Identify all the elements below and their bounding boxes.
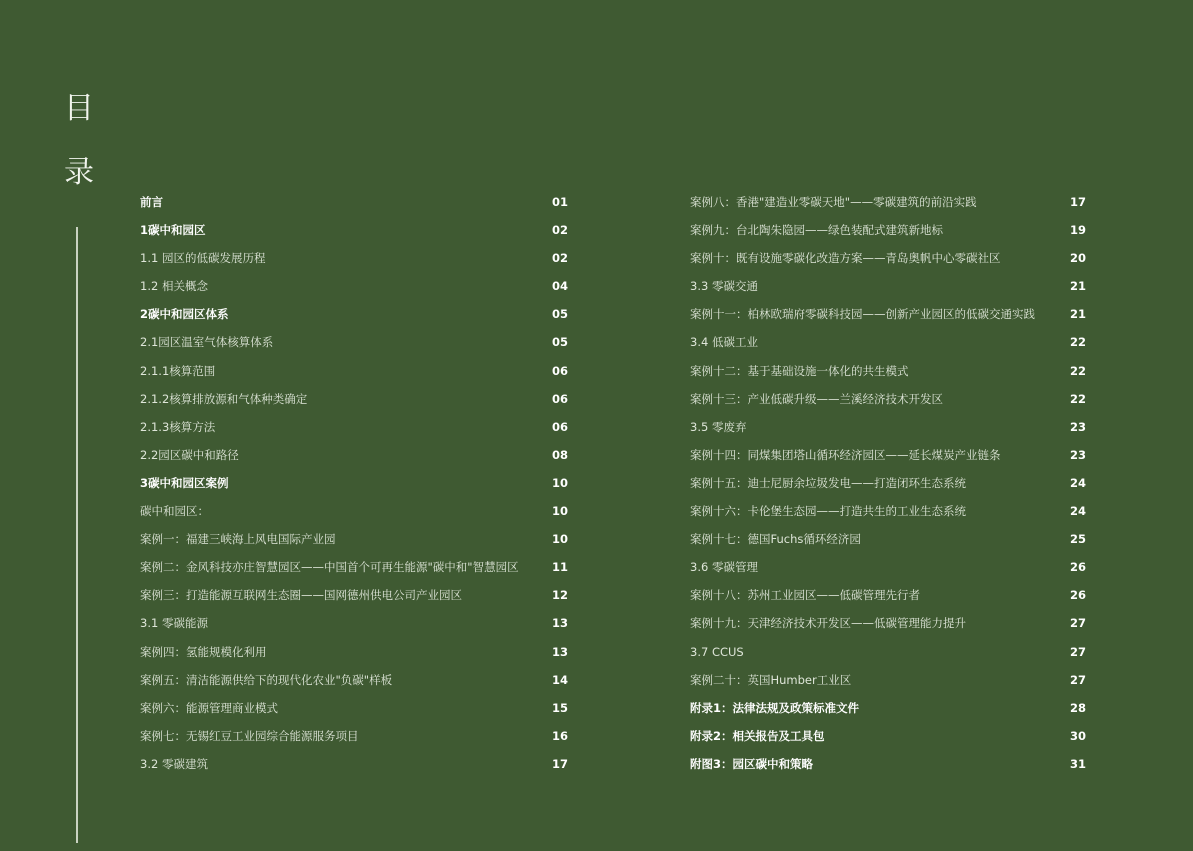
toc-entry-label: 案例五：清洁能源供给下的现代化农业"负碳"样板 [140, 672, 393, 687]
toc-entry[interactable] [140, 385, 568, 413]
toc-entry[interactable] [690, 328, 1086, 356]
toc-entry[interactable] [690, 750, 1086, 778]
toc-entry[interactable] [140, 722, 568, 750]
toc-entry[interactable] [140, 272, 568, 300]
toc-entry-label: 案例七：无锡红豆工业园综合能源服务项目 [140, 728, 359, 743]
toc-entry-label: 案例一：福建三峡海上风电国际产业园 [140, 532, 336, 547]
toc-entry-page-number: 20 [1069, 251, 1086, 266]
toc-entry[interactable] [690, 300, 1086, 328]
toc-entry-label: 前言 [140, 195, 163, 209]
toc-entry-label: 2.1.1核算范围 [140, 363, 216, 378]
toc-entry-page-number: 13 [551, 616, 568, 631]
toc-entry-label: 2.1园区温室气体核算体系 [140, 335, 274, 350]
toc-entry[interactable] [690, 357, 1086, 385]
toc-entry[interactable] [690, 497, 1086, 525]
toc-entry-label: 碳中和园区： [140, 504, 209, 519]
toc-entry-page-number: 27 [1069, 672, 1086, 687]
toc-entry-label: 3.4 低碳工业 [690, 335, 758, 350]
toc-entry[interactable] [140, 638, 568, 666]
toc-entry[interactable] [690, 581, 1086, 609]
toc-entry-label: 案例六：能源管理商业模式 [140, 700, 278, 715]
toc-entry-page-number: 19 [1069, 223, 1086, 238]
toc-entry-page-number: 10 [551, 532, 568, 547]
toc-entry-page-number: 15 [551, 700, 568, 715]
toc-entry-label: 案例十八：苏州工业园区——低碳管理先行者 [690, 588, 920, 603]
toc-entry-page-number: 10 [551, 475, 568, 490]
toc-entry[interactable] [140, 694, 568, 722]
toc-entry-label: 3.6 零碳管理 [690, 560, 758, 575]
toc-entry[interactable] [690, 385, 1086, 413]
toc-entry-page-number: 22 [1069, 391, 1086, 406]
toc-entry-label: 案例十九：天津经济技术开发区——低碳管理能力提升 [690, 616, 966, 631]
toc-entry-page-number: 13 [551, 644, 568, 659]
page-title-char-2: 录 [64, 155, 94, 190]
toc-entry-label: 案例十二：基于基础设施一体化的共生模式 [690, 363, 909, 378]
toc-entry-label: 案例十五：迪士尼厨余垃圾发电——打造闭环生态系统 [690, 475, 966, 490]
toc-entry-page-number: 17 [1069, 195, 1086, 209]
toc-entry[interactable] [140, 244, 568, 272]
toc-entry-page-number: 16 [551, 728, 568, 743]
toc-entry[interactable] [690, 638, 1086, 666]
toc-entry-label: 案例十四：同煤集团塔山循环经济园区——延长煤炭产业链条 [690, 447, 1001, 462]
toc-entry-page-number: 02 [551, 223, 568, 238]
toc-entry[interactable] [690, 272, 1086, 300]
toc-entry-page-number: 27 [1069, 616, 1086, 631]
toc-entry-label: 案例九：台北陶朱隐园——绿色装配式建筑新地标 [690, 223, 943, 238]
toc-entry[interactable] [140, 441, 568, 469]
toc-entry-page-number: 31 [1069, 756, 1086, 771]
toc-entry-label: 附录2：相关报告及工具包 [690, 728, 825, 743]
toc-entry-page-number: 24 [1069, 475, 1086, 490]
toc-left-column [140, 188, 568, 778]
toc-entry[interactable] [140, 469, 568, 497]
toc-entry-page-number: 04 [551, 279, 568, 294]
toc-entry[interactable] [690, 553, 1086, 581]
toc-entry-page-number: 24 [1069, 504, 1086, 519]
toc-entry-page-number: 06 [551, 419, 568, 434]
toc-entry-label: 2.1.3核算方法 [140, 419, 216, 434]
toc-entry[interactable] [690, 441, 1086, 469]
vertical-divider [76, 227, 78, 843]
toc-entry-page-number: 30 [1069, 728, 1086, 743]
toc-entry[interactable] [140, 188, 568, 216]
toc-entry-page-number: 28 [1069, 700, 1086, 715]
toc-entry-label: 案例十三：产业低碳升级——兰溪经济技术开发区 [690, 391, 943, 406]
toc-entry-page-number: 23 [1069, 447, 1086, 462]
toc-entry-label: 3.7 CCUS [690, 644, 744, 659]
toc-entry[interactable] [140, 666, 568, 694]
toc-entry-page-number: 23 [1069, 419, 1086, 434]
toc-entry[interactable] [690, 469, 1086, 497]
toc-entry-page-number: 08 [551, 447, 568, 462]
toc-entry[interactable] [690, 722, 1086, 750]
toc-entry-page-number: 01 [551, 195, 568, 209]
toc-entry-label: 案例二：金风科技亦庄智慧园区——中国首个可再生能源"碳中和"智慧园区 [140, 560, 519, 575]
toc-entry-page-number: 05 [551, 335, 568, 350]
toc-entry-page-number: 10 [551, 504, 568, 519]
toc-entry[interactable] [690, 413, 1086, 441]
toc-entry-label: 案例三：打造能源互联网生态圈——国网德州供电公司产业园区 [140, 588, 462, 603]
toc-entry-label: 3.5 零废弃 [690, 419, 747, 434]
toc-entry-label: 2.2园区碳中和路径 [140, 447, 239, 462]
toc-entry[interactable] [690, 666, 1086, 694]
toc-entry-page-number: 02 [551, 251, 568, 266]
toc-entry[interactable] [690, 188, 1086, 216]
toc-entry-label: 3.1 零碳能源 [140, 616, 208, 631]
toc-entry-page-number: 17 [551, 756, 568, 771]
toc-entry-page-number: 06 [551, 363, 568, 378]
toc-entry-page-number: 05 [551, 307, 568, 322]
toc-entry[interactable] [140, 609, 568, 637]
toc-entry-label: 1.1 园区的低碳发展历程 [140, 251, 266, 266]
toc-entry-label: 附录1：法律法规及政策标准文件 [690, 700, 859, 715]
toc-entry-label: 3.3 零碳交通 [690, 279, 758, 294]
toc-right-column [690, 188, 1086, 778]
toc-entry-label: 案例四：氢能规模化利用 [140, 644, 267, 659]
toc-entry[interactable] [140, 413, 568, 441]
toc-entry-label: 2碳中和园区体系 [140, 307, 229, 322]
toc-entry[interactable] [140, 750, 568, 778]
toc-entry-label: 1.2 相关概念 [140, 279, 208, 294]
toc-entry[interactable] [690, 244, 1086, 272]
toc-entry-page-number: 06 [551, 391, 568, 406]
toc-entry-page-number: 12 [551, 588, 568, 603]
toc-entry[interactable] [140, 328, 568, 356]
toc-entry[interactable] [140, 525, 568, 553]
toc-entry[interactable] [140, 216, 568, 244]
toc-entry-page-number: 21 [1069, 307, 1086, 322]
toc-entry-label: 3碳中和园区案例 [140, 475, 229, 490]
toc-entry-label: 3.2 零碳建筑 [140, 756, 208, 771]
toc-entry-page-number: 25 [1069, 532, 1086, 547]
toc-entry[interactable] [140, 581, 568, 609]
toc-entry[interactable] [140, 357, 568, 385]
toc-entry-label: 附图3：园区碳中和策略 [690, 756, 814, 771]
toc-entry[interactable] [140, 553, 568, 581]
toc-entry-label: 案例十：既有设施零碳化改造方案——青岛奥帆中心零碳社区 [690, 251, 1001, 266]
toc-entry-page-number: 26 [1069, 560, 1086, 575]
toc-entry-page-number: 22 [1069, 363, 1086, 378]
toc-entry[interactable] [140, 300, 568, 328]
toc-entry-page-number: 22 [1069, 335, 1086, 350]
page-title-char-1: 目 [64, 91, 94, 126]
toc-entry[interactable] [140, 497, 568, 525]
toc-entry-label: 案例十六：卡伦堡生态园——打造共生的工业生态系统 [690, 504, 966, 519]
toc-entry-page-number: 14 [551, 672, 568, 687]
toc-entry-label: 案例十一：柏林欧瑞府零碳科技园——创新产业园区的低碳交通实践 [690, 307, 1035, 322]
toc-entry-page-number: 26 [1069, 588, 1086, 603]
toc-entry[interactable] [690, 609, 1086, 637]
toc-entry-label: 1碳中和园区 [140, 223, 206, 238]
toc-entry-label: 案例八：香港"建造业零碳天地"——零碳建筑的前沿实践 [690, 195, 977, 209]
toc-entry-label: 案例十七：德国Fuchs循环经济园 [690, 532, 861, 547]
toc-entry-label: 案例二十：英国Humber工业区 [690, 672, 852, 687]
toc-entry-page-number: 11 [551, 560, 568, 575]
toc-entry[interactable] [690, 694, 1086, 722]
toc-entry-label: 2.1.2核算排放源和气体种类确定 [140, 391, 308, 406]
toc-entry-page-number: 27 [1069, 644, 1086, 659]
toc-entry-page-number: 21 [1069, 279, 1086, 294]
toc-entry[interactable] [690, 216, 1086, 244]
toc-entry[interactable] [690, 525, 1086, 553]
